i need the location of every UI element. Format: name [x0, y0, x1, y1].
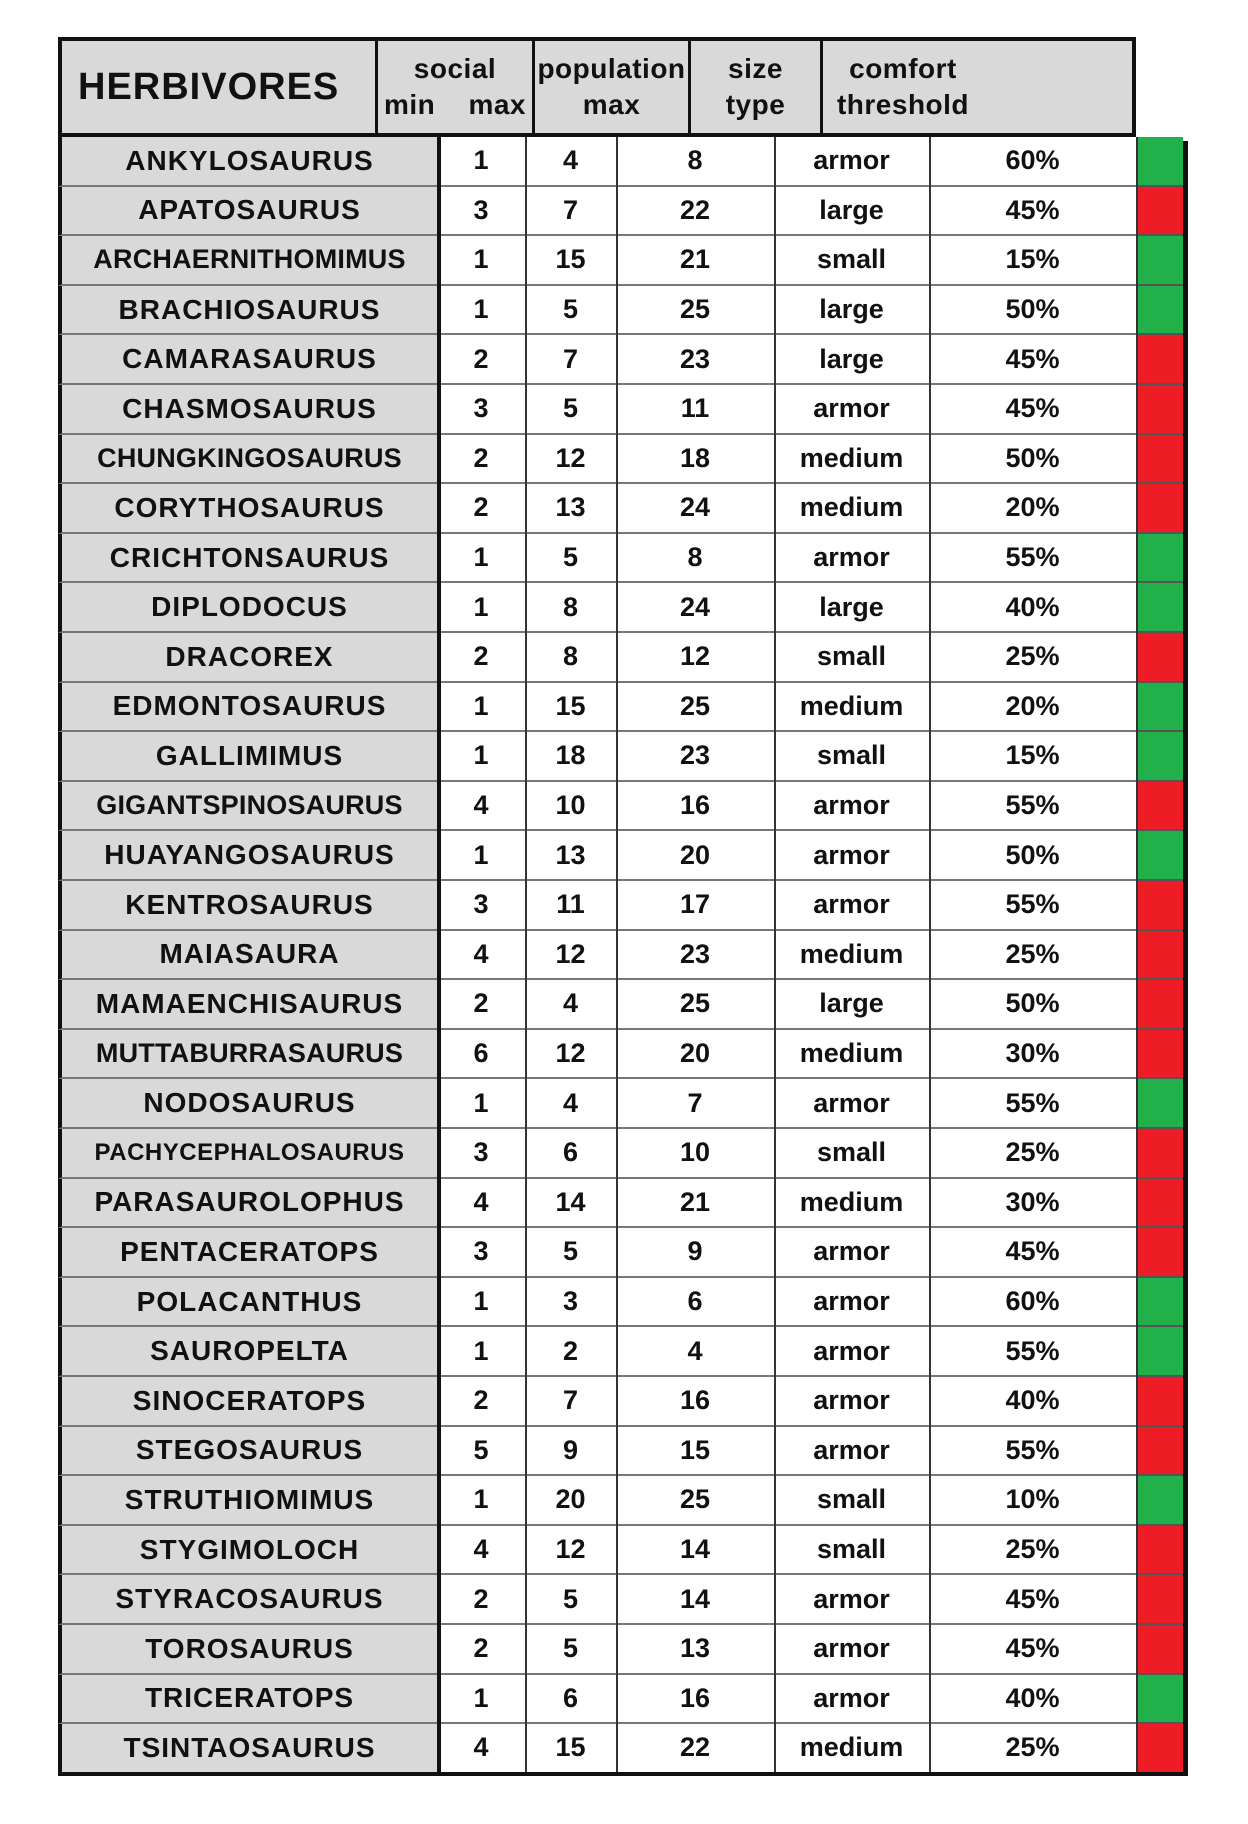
- size-cell: armor: [774, 782, 929, 832]
- size-cell: medium: [774, 1724, 929, 1774]
- max-cell: 5: [525, 1625, 616, 1675]
- dinosaur-name: STYRACOSAURUS: [58, 1575, 437, 1625]
- table-row: [58, 1129, 1188, 1179]
- comfort-cell: 25%: [929, 1129, 1136, 1179]
- table-row: [58, 1327, 1188, 1377]
- table-row: [58, 1476, 1188, 1526]
- max-cell: 5: [525, 286, 616, 336]
- comfort-cell: 55%: [929, 1427, 1136, 1477]
- pop-cell: 8: [616, 534, 774, 584]
- min-cell: 1: [437, 583, 525, 633]
- pop-cell: 24: [616, 583, 774, 633]
- table-row: [58, 286, 1188, 336]
- table-row: [58, 1526, 1188, 1576]
- pop-cell: 25: [616, 980, 774, 1030]
- table-row: [58, 1228, 1188, 1278]
- dinosaur-name: NODOSAURUS: [58, 1079, 437, 1129]
- table-row: [58, 137, 1188, 187]
- size-cell: small: [774, 1476, 929, 1526]
- status-indicator-red: [1136, 385, 1183, 435]
- size-header-label: size: [728, 52, 783, 84]
- dinosaur-name: SINOCERATOPS: [58, 1377, 437, 1427]
- pop-cell: 23: [616, 732, 774, 782]
- size-cell: armor: [774, 1079, 929, 1129]
- pop-cell: 7: [616, 1079, 774, 1129]
- table-row: [58, 1724, 1188, 1774]
- comfort-cell: 40%: [929, 1377, 1136, 1427]
- size-cell: armor: [774, 137, 929, 187]
- size-cell: large: [774, 286, 929, 336]
- dinosaur-name: PARASAUROLOPHUS: [58, 1179, 437, 1229]
- status-indicator-green: [1136, 286, 1183, 336]
- dinosaur-name: DRACOREX: [58, 633, 437, 683]
- social-max-label: max: [468, 89, 526, 120]
- dinosaur-name: STYGIMOLOCH: [58, 1526, 437, 1576]
- pop-cell: 23: [616, 931, 774, 981]
- dinosaur-name: SAUROPELTA: [58, 1327, 437, 1377]
- status-indicator-red: [1136, 931, 1183, 981]
- pop-cell: 25: [616, 1476, 774, 1526]
- social-header-label: social: [413, 52, 497, 84]
- table-row: [58, 335, 1188, 385]
- table-row: [58, 1675, 1188, 1725]
- comfort-cell: 30%: [929, 1030, 1136, 1080]
- min-cell: 1: [437, 137, 525, 187]
- pop-cell: 22: [616, 1724, 774, 1774]
- size-cell: armor: [774, 1427, 929, 1477]
- status-indicator-red: [1136, 1427, 1183, 1477]
- table-row: [58, 831, 1188, 881]
- pop-cell: 14: [616, 1526, 774, 1576]
- max-cell: 13: [525, 831, 616, 881]
- max-cell: 5: [525, 1228, 616, 1278]
- status-indicator-green: [1136, 583, 1183, 633]
- comfort-cell: 60%: [929, 137, 1136, 187]
- status-indicator-green: [1136, 1278, 1183, 1328]
- min-cell: 2: [437, 335, 525, 385]
- dinosaur-name: BRACHIOSAURUS: [58, 286, 437, 336]
- table-row: [58, 236, 1188, 286]
- pop-cell: 18: [616, 435, 774, 485]
- pop-cell: 6: [616, 1278, 774, 1328]
- pop-cell: 25: [616, 286, 774, 336]
- size-cell: armor: [774, 534, 929, 584]
- size-header: [691, 41, 820, 133]
- dinosaur-name: ARCHAERNITHOMIMUS: [58, 236, 437, 286]
- comfort-header-sub: threshold: [836, 89, 970, 120]
- dinosaur-name: CHUNGKINGOSAURUS: [58, 435, 437, 485]
- min-cell: 5: [437, 1427, 525, 1477]
- min-cell: 2: [437, 1377, 525, 1427]
- grid-line: [525, 137, 527, 1774]
- min-cell: 1: [437, 286, 525, 336]
- max-cell: 4: [525, 980, 616, 1030]
- table-row: [58, 534, 1188, 584]
- status-indicator-red: [1136, 1228, 1183, 1278]
- table-right-border: [1183, 141, 1188, 1774]
- status-indicator-green: [1136, 534, 1183, 584]
- table-row: [58, 980, 1188, 1030]
- status-indicator-red: [1136, 1625, 1183, 1675]
- min-cell: 4: [437, 1179, 525, 1229]
- table-row: [58, 435, 1188, 485]
- dinosaur-name: CRICHTONSAURUS: [58, 534, 437, 584]
- table-row: [58, 583, 1188, 633]
- comfort-cell: 50%: [929, 435, 1136, 485]
- size-cell: armor: [774, 1377, 929, 1427]
- dinosaur-name: MUTTABURRASAURUS: [58, 1030, 437, 1080]
- dinosaur-name: CORYTHOSAURUS: [58, 484, 437, 534]
- comfort-cell: 15%: [929, 236, 1136, 286]
- social-min-label: min: [384, 89, 436, 120]
- social-header: [378, 41, 532, 133]
- table-row: [58, 683, 1188, 733]
- comfort-cell: 55%: [929, 1327, 1136, 1377]
- comfort-cell: 50%: [929, 831, 1136, 881]
- status-indicator-red: [1136, 1030, 1183, 1080]
- dinosaur-name: TSINTAOSAURUS: [58, 1724, 437, 1774]
- min-cell: 2: [437, 633, 525, 683]
- size-cell: armor: [774, 1327, 929, 1377]
- population-header-sub: max: [582, 89, 641, 120]
- status-indicator-red: [1136, 1179, 1183, 1229]
- min-cell: 1: [437, 1327, 525, 1377]
- comfort-cell: 55%: [929, 881, 1136, 931]
- max-cell: 8: [525, 583, 616, 633]
- pop-cell: 11: [616, 385, 774, 435]
- pop-cell: 24: [616, 484, 774, 534]
- comfort-cell: 45%: [929, 1625, 1136, 1675]
- comfort-cell: 20%: [929, 484, 1136, 534]
- size-cell: large: [774, 335, 929, 385]
- size-cell: medium: [774, 435, 929, 485]
- status-indicator-green: [1136, 732, 1183, 782]
- comfort-cell: 50%: [929, 980, 1136, 1030]
- status-indicator-red: [1136, 1377, 1183, 1427]
- comfort-cell: 25%: [929, 1724, 1136, 1774]
- max-cell: 12: [525, 1526, 616, 1576]
- max-cell: 20: [525, 1476, 616, 1526]
- dinosaur-name: KENTROSAURUS: [58, 881, 437, 931]
- max-cell: 6: [525, 1675, 616, 1725]
- pop-cell: 13: [616, 1625, 774, 1675]
- min-cell: 1: [437, 1278, 525, 1328]
- comfort-cell: 25%: [929, 633, 1136, 683]
- dinosaur-name: MAMAENCHISAURUS: [58, 980, 437, 1030]
- status-indicator-green: [1136, 683, 1183, 733]
- comfort-cell: 45%: [929, 187, 1136, 237]
- status-indicator-green: [1136, 1327, 1183, 1377]
- max-cell: 14: [525, 1179, 616, 1229]
- dinosaur-name: POLACANTHUS: [58, 1278, 437, 1328]
- size-cell: armor: [774, 1575, 929, 1625]
- table-row: [58, 385, 1188, 435]
- status-indicator-red: [1136, 881, 1183, 931]
- max-cell: 12: [525, 931, 616, 981]
- dinosaur-name: EDMONTOSAURUS: [58, 683, 437, 733]
- max-cell: 11: [525, 881, 616, 931]
- table-row: [58, 187, 1188, 237]
- status-indicator-red: [1136, 1526, 1183, 1576]
- status-indicator-red: [1136, 187, 1183, 237]
- max-cell: 2: [525, 1327, 616, 1377]
- comfort-cell: 55%: [929, 1079, 1136, 1129]
- max-cell: 12: [525, 1030, 616, 1080]
- min-cell: 1: [437, 732, 525, 782]
- table-row: [58, 1030, 1188, 1080]
- pop-cell: 16: [616, 782, 774, 832]
- min-cell: 4: [437, 1526, 525, 1576]
- min-cell: 4: [437, 931, 525, 981]
- population-header: [535, 41, 688, 133]
- max-cell: 13: [525, 484, 616, 534]
- status-indicator-red: [1136, 980, 1183, 1030]
- size-cell: small: [774, 633, 929, 683]
- comfort-cell: 55%: [929, 534, 1136, 584]
- size-cell: small: [774, 236, 929, 286]
- status-indicator-green: [1136, 1675, 1183, 1725]
- size-cell: small: [774, 1526, 929, 1576]
- comfort-cell: 20%: [929, 683, 1136, 733]
- pop-cell: 20: [616, 1030, 774, 1080]
- dinosaur-name: GIGANTSPINOSAURUS: [58, 782, 437, 832]
- min-cell: 1: [437, 1079, 525, 1129]
- max-cell: 12: [525, 435, 616, 485]
- min-cell: 1: [437, 236, 525, 286]
- pop-cell: 14: [616, 1575, 774, 1625]
- table-row: [58, 1625, 1188, 1675]
- table-header: [58, 37, 1136, 137]
- size-cell: medium: [774, 683, 929, 733]
- pop-cell: 23: [616, 335, 774, 385]
- min-cell: 1: [437, 683, 525, 733]
- dinosaur-name: APATOSAURUS: [58, 187, 437, 237]
- pop-cell: 10: [616, 1129, 774, 1179]
- pop-cell: 16: [616, 1377, 774, 1427]
- grid-line: [616, 137, 618, 1774]
- comfort-cell: 45%: [929, 1228, 1136, 1278]
- min-cell: 1: [437, 1675, 525, 1725]
- status-indicator-red: [1136, 335, 1183, 385]
- size-cell: medium: [774, 931, 929, 981]
- size-cell: large: [774, 187, 929, 237]
- size-cell: armor: [774, 881, 929, 931]
- min-cell: 3: [437, 385, 525, 435]
- status-indicator-green: [1136, 1079, 1183, 1129]
- population-header-label: population: [537, 52, 686, 84]
- dinosaur-name: CAMARASAURUS: [58, 335, 437, 385]
- min-cell: 4: [437, 1724, 525, 1774]
- size-cell: large: [774, 583, 929, 633]
- max-cell: 9: [525, 1427, 616, 1477]
- dinosaur-name: STRUTHIOMIMUS: [58, 1476, 437, 1526]
- pop-cell: 17: [616, 881, 774, 931]
- comfort-cell: 25%: [929, 931, 1136, 981]
- table-row: [58, 782, 1188, 832]
- pop-cell: 20: [616, 831, 774, 881]
- status-indicator-red: [1136, 484, 1183, 534]
- size-cell: small: [774, 732, 929, 782]
- comfort-header: [823, 41, 983, 133]
- max-cell: 7: [525, 335, 616, 385]
- comfort-cell: 45%: [929, 1575, 1136, 1625]
- pop-cell: 15: [616, 1427, 774, 1477]
- max-cell: 7: [525, 1377, 616, 1427]
- table-row: [58, 1427, 1188, 1477]
- status-indicator-red: [1136, 782, 1183, 832]
- size-cell: armor: [774, 1278, 929, 1328]
- min-cell: 3: [437, 187, 525, 237]
- max-cell: 6: [525, 1129, 616, 1179]
- comfort-header-label: comfort: [849, 52, 957, 84]
- status-indicator-red: [1136, 435, 1183, 485]
- comfort-cell: 40%: [929, 583, 1136, 633]
- comfort-cell: 45%: [929, 385, 1136, 435]
- status-indicator-red: [1136, 1129, 1183, 1179]
- size-cell: armor: [774, 1675, 929, 1725]
- max-cell: 4: [525, 137, 616, 187]
- max-cell: 5: [525, 385, 616, 435]
- table-row: [58, 881, 1188, 931]
- comfort-cell: 40%: [929, 1675, 1136, 1725]
- dinosaur-name: DIPLODOCUS: [58, 583, 437, 633]
- size-cell: small: [774, 1129, 929, 1179]
- min-cell: 2: [437, 435, 525, 485]
- pop-cell: 21: [616, 1179, 774, 1229]
- table-row: [58, 931, 1188, 981]
- size-cell: medium: [774, 1179, 929, 1229]
- min-cell: 2: [437, 484, 525, 534]
- max-cell: 5: [525, 1575, 616, 1625]
- pop-cell: 9: [616, 1228, 774, 1278]
- comfort-cell: 45%: [929, 335, 1136, 385]
- size-cell: armor: [774, 831, 929, 881]
- max-cell: 15: [525, 1724, 616, 1774]
- min-cell: 3: [437, 1228, 525, 1278]
- dinosaur-name: PACHYCEPHALOSAURUS: [58, 1129, 437, 1179]
- pop-cell: 4: [616, 1327, 774, 1377]
- max-cell: 15: [525, 236, 616, 286]
- status-indicator-red: [1136, 1575, 1183, 1625]
- dinosaur-name: STEGOSAURUS: [58, 1427, 437, 1477]
- comfort-cell: 50%: [929, 286, 1136, 336]
- min-cell: 1: [437, 831, 525, 881]
- status-indicator-red: [1136, 633, 1183, 683]
- min-cell: 4: [437, 782, 525, 832]
- table-row: [58, 1179, 1188, 1229]
- pop-cell: 8: [616, 137, 774, 187]
- table-row: [58, 1079, 1188, 1129]
- status-indicator-green: [1136, 236, 1183, 286]
- max-cell: 3: [525, 1278, 616, 1328]
- min-cell: 6: [437, 1030, 525, 1080]
- grid-line: [929, 137, 931, 1774]
- min-cell: 2: [437, 1575, 525, 1625]
- dinosaur-name: ANKYLOSAURUS: [58, 137, 437, 187]
- social-subheaders: [378, 87, 532, 123]
- size-header-sub: type: [725, 89, 786, 120]
- dinosaur-name: TRICERATOPS: [58, 1675, 437, 1725]
- grid-line: [774, 137, 776, 1774]
- comfort-cell: 15%: [929, 732, 1136, 782]
- max-cell: 5: [525, 534, 616, 584]
- dinosaur-name: HUAYANGOSAURUS: [58, 831, 437, 881]
- pop-cell: 12: [616, 633, 774, 683]
- min-cell: 1: [437, 1476, 525, 1526]
- status-indicator-green: [1136, 1476, 1183, 1526]
- comfort-cell: 25%: [929, 1526, 1136, 1576]
- herbivores-table: [58, 37, 1188, 1784]
- size-cell: armor: [774, 385, 929, 435]
- dinosaur-name: TOROSAURUS: [58, 1625, 437, 1675]
- comfort-cell: 10%: [929, 1476, 1136, 1526]
- table-row: [58, 732, 1188, 782]
- pop-cell: 22: [616, 187, 774, 237]
- name-column-border: [437, 137, 441, 1774]
- table-row: [58, 484, 1188, 534]
- max-cell: 10: [525, 782, 616, 832]
- dinosaur-name: PENTACERATOPS: [58, 1228, 437, 1278]
- max-cell: 7: [525, 187, 616, 237]
- size-cell: medium: [774, 484, 929, 534]
- min-cell: 3: [437, 881, 525, 931]
- table-row: [58, 1575, 1188, 1625]
- min-cell: 1: [437, 534, 525, 584]
- status-indicator-green: [1136, 137, 1183, 187]
- max-cell: 18: [525, 732, 616, 782]
- comfort-cell: 60%: [929, 1278, 1136, 1328]
- status-indicator-green: [1136, 831, 1183, 881]
- status-indicator-red: [1136, 1724, 1183, 1774]
- table-row: [58, 633, 1188, 683]
- max-cell: 15: [525, 683, 616, 733]
- table-row: [58, 1278, 1188, 1328]
- max-cell: 8: [525, 633, 616, 683]
- min-cell: 3: [437, 1129, 525, 1179]
- min-cell: 2: [437, 980, 525, 1030]
- table-title: HERBIVORES: [78, 65, 340, 108]
- dinosaur-name: MAIASAURA: [58, 931, 437, 981]
- pop-cell: 25: [616, 683, 774, 733]
- dinosaur-name: GALLIMIMUS: [58, 732, 437, 782]
- size-cell: medium: [774, 1030, 929, 1080]
- min-cell: 2: [437, 1625, 525, 1675]
- size-cell: large: [774, 980, 929, 1030]
- dinosaur-name: CHASMOSAURUS: [58, 385, 437, 435]
- pop-cell: 21: [616, 236, 774, 286]
- table-row: [58, 1377, 1188, 1427]
- max-cell: 4: [525, 1079, 616, 1129]
- pop-cell: 16: [616, 1675, 774, 1725]
- size-cell: armor: [774, 1625, 929, 1675]
- grid-line: [1136, 137, 1138, 1774]
- table-bottom-border: [58, 1772, 1188, 1776]
- comfort-cell: 30%: [929, 1179, 1136, 1229]
- comfort-cell: 55%: [929, 782, 1136, 832]
- size-cell: armor: [774, 1228, 929, 1278]
